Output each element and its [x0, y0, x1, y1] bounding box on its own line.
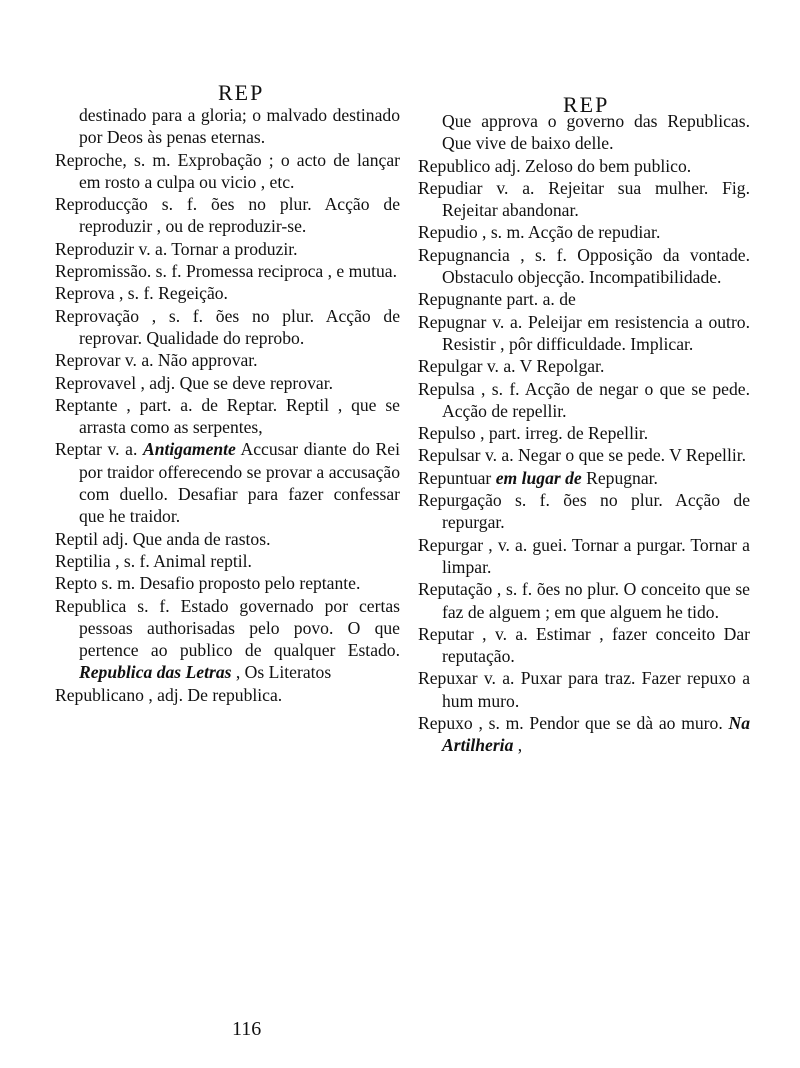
- definition-continued: ,: [513, 735, 523, 756]
- dictionary-entry: [418, 467, 750, 489]
- headword: Repuntuar: [418, 467, 492, 488]
- definition: destinado para a gloria; o malvado destinado por Deos às penas eternas.: [79, 105, 400, 148]
- definition: adj. Zeloso do bem publico.: [490, 155, 692, 176]
- headword: Repulgar: [418, 356, 483, 377]
- headword: Republica: [55, 595, 127, 616]
- definition: , adj. Que se deve reprovar.: [136, 372, 333, 393]
- dictionary-entry: [418, 221, 750, 243]
- italic-phrase: Antigamente: [143, 439, 236, 460]
- italic-phrase: Republica das Letras: [79, 662, 232, 683]
- definition: s. m. Desafio proposto pelo reptante.: [97, 573, 361, 594]
- definition: v. a. Não approvar.: [120, 350, 258, 371]
- headword: Reprovavel: [55, 372, 137, 393]
- right-entries: [418, 110, 750, 757]
- headword: Reproducção: [55, 194, 148, 215]
- dictionary-entry: [418, 155, 750, 177]
- headword: Repulso: [418, 423, 476, 444]
- dictionary-entry: [55, 595, 400, 684]
- definition-continued: Accusar diante do Rei por traidor offerecendo se provar a accusação com duello. Desafiar para fazer confessar que he traidor.: [79, 439, 400, 527]
- dictionary-entry: [418, 355, 750, 377]
- dictionary-entry: [55, 349, 400, 371]
- headword: Repugnancia: [418, 244, 510, 265]
- definition: , adj. De republica.: [143, 684, 283, 705]
- headword: Repurgação: [418, 490, 502, 511]
- dictionary-entry: [55, 372, 400, 394]
- headword: Repurgar: [418, 534, 484, 555]
- definition: s. f. Estado governado por certas pessoas authorisadas pelo povo. O que pertence ao publico de qualquer Estado.: [79, 595, 400, 661]
- headword: Reptante: [55, 394, 118, 415]
- headword: Reprovação: [55, 305, 140, 326]
- dictionary-entry: [418, 177, 750, 222]
- headword: Repuxar: [418, 668, 478, 689]
- definition: s. f. ões no plur. Acção de repurgar.: [442, 490, 750, 533]
- dictionary-entry: [418, 378, 750, 423]
- dictionary-entry: [418, 444, 750, 466]
- dictionary-entry: [418, 623, 750, 668]
- dictionary-entry: [55, 550, 400, 572]
- definition-continued: Repugnar.: [581, 467, 658, 488]
- headword: Reptil: [55, 528, 99, 549]
- left-entries: [55, 104, 400, 706]
- definition: , s. f. ões no plur. O conceito que se faz de alguem ; em que alguem he tido.: [442, 579, 750, 622]
- headword: Reprova: [55, 283, 115, 304]
- dictionary-entry: [418, 422, 750, 444]
- page-number: 116: [232, 1018, 262, 1040]
- definition: , s. m. Pendor que se dà ao muro.: [472, 713, 729, 734]
- headword: Repudio: [418, 222, 478, 243]
- definition: v. a. Negar o que se pede. V Repellir.: [480, 445, 747, 466]
- headword: Reptilia: [55, 550, 111, 571]
- dictionary-entry: [55, 193, 400, 238]
- italic-phrase: Na Artilheria: [442, 713, 750, 756]
- dictionary-entry: [418, 712, 750, 757]
- definition: part. a. de: [502, 289, 576, 310]
- definition: , s. f. Opposição da vontade. Obstaculo objecção. Incompatibilidade.: [442, 244, 750, 288]
- headword: Republicano: [55, 684, 144, 705]
- dictionary-entry: [418, 578, 750, 623]
- dictionary-entry: [55, 394, 400, 439]
- headword: Repto: [55, 573, 98, 594]
- dictionary-entry: [55, 684, 400, 706]
- dictionary-entry: [418, 667, 750, 712]
- definition: , s. f. ões no plur. Acção de reprovar. Qualidade do reprobo.: [79, 305, 400, 348]
- entry-continuation: [418, 110, 750, 155]
- headword: Repulsa: [418, 378, 475, 399]
- definition: , part. irreg. de Repellir.: [475, 423, 649, 444]
- italic-phrase: em lugar de: [495, 467, 582, 488]
- headword: Repugnar: [418, 311, 487, 332]
- definition: , s. f. Acção de negar o que se pede. Acção de repellir.: [442, 378, 750, 421]
- headword: Reptar: [55, 439, 102, 460]
- definition: , part. a. de Reptar. Reptil , que se arrasta como as serpentes,: [79, 394, 400, 438]
- headword: Reputação: [418, 579, 493, 600]
- definition: . s. f. Promessa reciproca , e mutua.: [146, 261, 398, 282]
- right-running-head: REP: [563, 92, 610, 117]
- headword: Repromissão: [55, 261, 147, 282]
- headword: Repulsar: [418, 445, 481, 466]
- dictionary-entry: [418, 534, 750, 579]
- headword: Repuxo: [418, 713, 473, 734]
- headword: Republico: [418, 155, 491, 176]
- dictionary-entry: [418, 288, 750, 310]
- dictionary-entry: [55, 528, 400, 550]
- definition: , s. f. Regeição.: [114, 283, 228, 304]
- dictionary-entry: [55, 238, 400, 260]
- definition-continued: , Os Literatos: [231, 662, 332, 683]
- dictionary-entry: [55, 572, 400, 594]
- headword: Repugnante: [418, 289, 503, 310]
- headword: Reproduzir: [55, 238, 135, 259]
- dictionary-entry: [55, 438, 400, 527]
- definition: v. a. Puxar para traz. Fazer repuxo a hum muro.: [442, 668, 750, 711]
- definition: adj. Que anda de rastos.: [98, 528, 271, 549]
- left-running-head: REP: [218, 80, 265, 105]
- dictionary-entry: [55, 305, 400, 350]
- definition: s. f. ões no plur. Acção de reproduzir , ou de reproduzir-se.: [79, 194, 400, 237]
- definition: , s. f. Animal reptil.: [110, 550, 252, 571]
- headword: Reputar: [418, 623, 474, 644]
- definition: v. a. Peleijar em resistencia a outro. Resistir , pôr difficuldade. Implicar.: [442, 311, 750, 354]
- definition: , s. m. Acção de repudiar.: [477, 222, 661, 243]
- dictionary-entry: [55, 282, 400, 304]
- headword: Reprovar: [55, 350, 121, 371]
- definition: Que approva o governo das Republicas. Que vive de baixo delle.: [442, 111, 750, 154]
- headword: Repudiar: [418, 177, 483, 198]
- definition: v. a. V Repolgar.: [482, 356, 605, 377]
- headword: Reproche: [55, 149, 123, 170]
- definition: , v. a. guei. Tornar a purgar. Tornar a limpar.: [442, 534, 750, 577]
- dictionary-entry: [55, 260, 400, 282]
- definition: v. a. Tornar a produzir.: [134, 238, 298, 259]
- dictionary-entry: [418, 311, 750, 356]
- definition: , s. m. Exprobação ; o acto de lançar em rosto a culpa ou vicio , etc.: [79, 149, 400, 192]
- dictionary-entry: [418, 244, 750, 289]
- dictionary-entry: [418, 489, 750, 534]
- definition: , v. a. Estimar , fazer conceito Dar reputação.: [442, 623, 750, 667]
- dictionary-entry: [55, 149, 400, 194]
- definition: v. a. Rejeitar sua mulher. Fig. Rejeitar abandonar.: [442, 177, 750, 221]
- definition: v. a.: [101, 439, 143, 460]
- entry-continuation: [55, 104, 400, 149]
